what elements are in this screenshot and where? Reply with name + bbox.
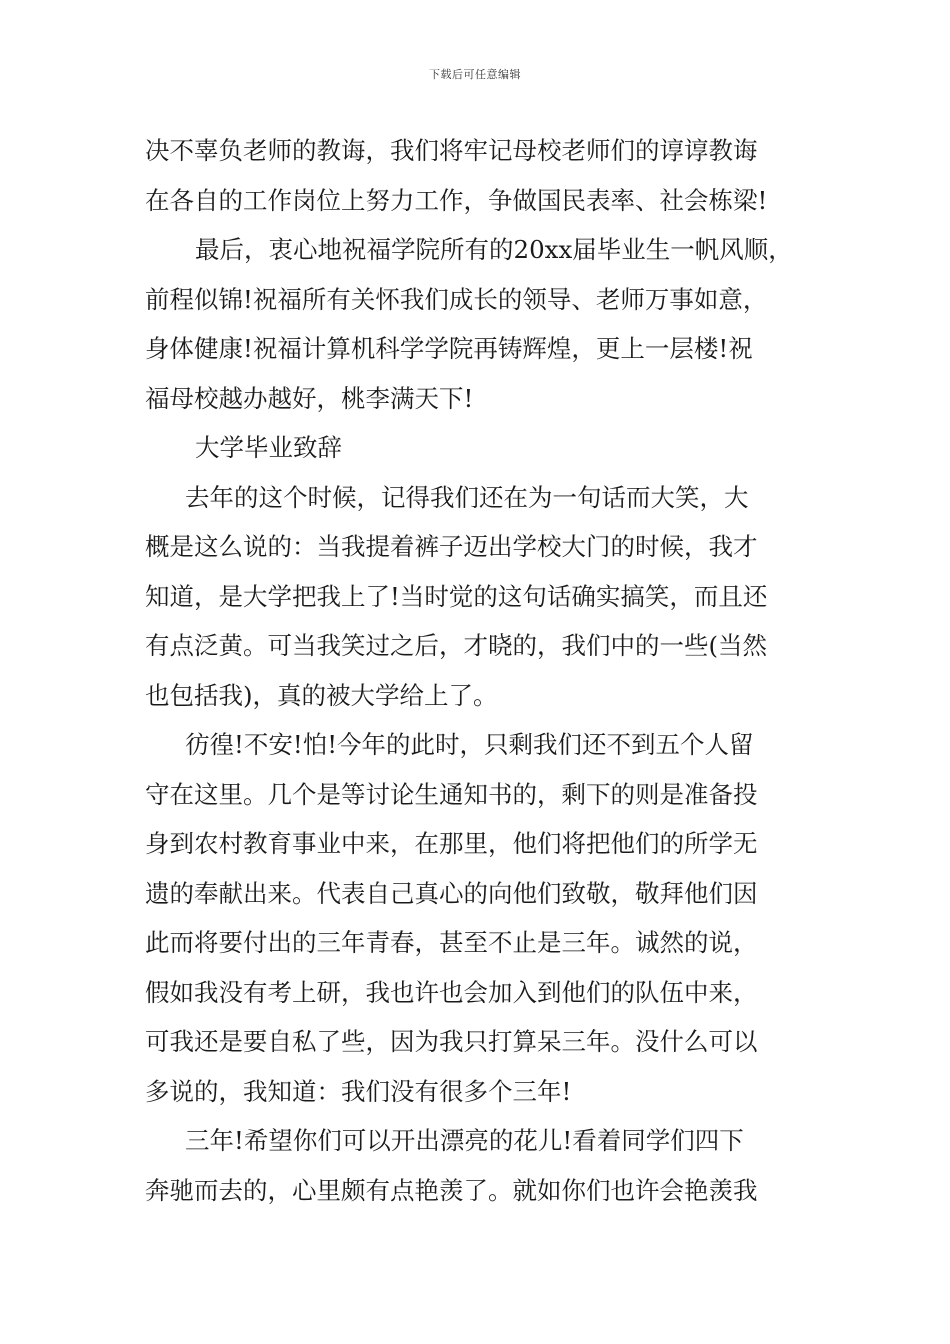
document-body — [145, 126, 845, 1215]
text-line: 前程似锦!祝福所有关怀我们成长的领导、老师万事如意， — [145, 284, 768, 314]
text-line: 三年!希望你们可以开出漂亮的花儿!看着同学们四下 — [185, 1126, 744, 1155]
page-header: 下载后可任意编辑 — [429, 68, 521, 81]
text-line: 遗的奉献出来。代表自己真心的向他们致敬，敬拜他们因 — [145, 878, 758, 908]
section-heading: 大学毕业致辞 — [195, 433, 342, 462]
text-line: 在各自的工作岗位上努力工作，争做国民表率、社会栋梁! — [145, 185, 768, 215]
text-line: 此而将要付出的三年青春，甚至不止是三年。诚然的说， — [145, 928, 758, 957]
text-line: 最后，衷心地祝福学院所有的20xx届毕业生一帆风顺， — [195, 235, 793, 264]
text-line: 也包括我)，真的被大学给上了。 — [145, 680, 498, 710]
text-line: 可我还是要自私了些，因为我只打算呆三年。没什么可以 — [145, 1027, 758, 1056]
text-line: 奔驰而去的，心里颇有点艳羡了。就如你们也许会艳羡我 — [145, 1175, 758, 1205]
text-line: 决不辜负老师的教诲，我们将牢记母校老师们的谆谆教诲 — [145, 136, 758, 165]
text-line: 身体健康!祝福计算机科学学院再铸辉煌，更上一层楼!祝 — [145, 334, 753, 363]
text-line: 概是这么说的：当我提着裤子迈出学校大门的时候，我才 — [145, 532, 758, 561]
text-line: 守在这里。几个是等讨论生通知书的，剩下的则是准备投 — [145, 779, 758, 809]
text-line: 身到农村教育事业中来，在那里，他们将把他们的所学无 — [145, 829, 758, 858]
text-line: 福母校越办越好，桃李满天下! — [145, 383, 474, 413]
text-line: 去年的这个时候，记得我们还在为一句话而大笑，大 — [185, 482, 749, 512]
text-line: 知道，是大学把我上了!当时觉的这句话确实搞笑，而且还 — [145, 581, 768, 611]
text-line: 有点泛黄。可当我笑过之后，才晓的，我们中的一些(当然 — [145, 631, 768, 660]
text-line: 多说的，我知道：我们没有很多个三年! — [145, 1076, 572, 1106]
text-line: 假如我没有考上研，我也许也会加入到他们的队伍中来， — [145, 977, 758, 1007]
text-line: 彷徨!不安!怕!今年的此时，只剩我们还不到五个人留 — [185, 730, 754, 759]
